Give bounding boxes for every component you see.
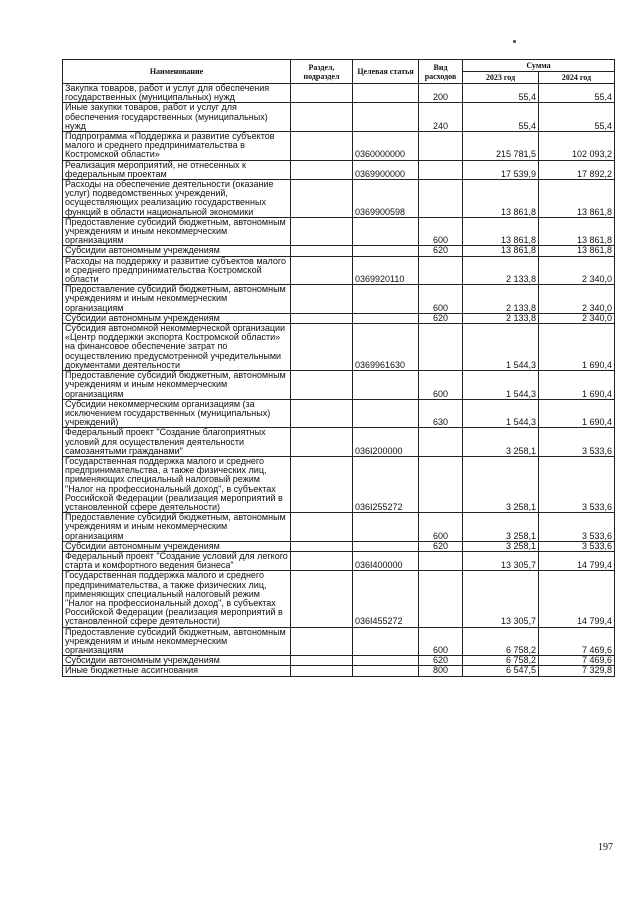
row-name: Предоставление субсидий бюджетным, автономным учреждениям и иным некоммерческим организациям [63,285,291,314]
row-expense-type [419,571,463,627]
row-sum-2023: 3 258,1 [463,428,539,457]
row-sum-2023: 2 133,8 [463,256,539,285]
row-target-code: 0369900000 [353,160,419,179]
row-section [291,656,353,666]
row-section [291,541,353,551]
row-sum-2023: 2 133,8 [463,285,539,314]
row-sum-2024: 7 329,8 [539,666,615,676]
row-expense-type: 600 [419,371,463,400]
row-sum-2024: 55,4 [539,84,615,103]
row-target-code [353,656,419,666]
row-section [291,313,353,323]
table-row [63,627,615,656]
row-name: Иные закупки товаров, работ и услуг для обеспечения государственных (муниципальных) нужд [63,103,291,132]
row-expense-type: 600 [419,627,463,656]
row-sum-2023: 2 133,8 [463,313,539,323]
row-section [291,324,353,371]
budget-table [62,59,615,677]
row-expense-type [419,256,463,285]
row-sum-2023: 1 544,3 [463,324,539,371]
row-sum-2023: 17 539,9 [463,160,539,179]
row-sum-2023: 55,4 [463,103,539,132]
row-target-code: 0369920110 [353,256,419,285]
row-name: Субсидии некоммерческим организациям (за исключением государственных (муниципальных) учреждений) [63,399,291,428]
row-name: Государственная поддержка малого и среднего предпринимательства, а также физических лиц, применяющих специальный налоговый режим "Налог на профессиональный доход", в субъектах Российской Федерации (реализация мероприятий в установленной сфере деятельности) [63,456,291,512]
row-sum-2024: 1 690,4 [539,371,615,400]
row-sum-2024: 102 093,2 [539,132,615,161]
row-section [291,513,353,542]
row-sum-2023: 6 758,2 [463,656,539,666]
row-target-code [353,246,419,256]
row-sum-2023: 13 861,8 [463,180,539,218]
row-name: Расходы на обеспечение деятельности (оказание услуг) подведомственных учреждений, осуществляющих реализацию государственных функций в области национальной экономики [63,180,291,218]
row-target-code [353,313,419,323]
table-header-row [63,60,615,72]
row-target-code [353,371,419,400]
table-row [63,324,615,371]
row-target-code [353,666,419,676]
page-number: 197 [598,842,613,853]
row-section [291,285,353,314]
row-sum-2023: 13 861,8 [463,246,539,256]
row-sum-2023: 1 544,3 [463,371,539,400]
table-row [63,132,615,161]
row-section [291,217,353,246]
table-row [63,256,615,285]
row-name: Реализация мероприятий, не отнесенных к федеральным проектам [63,160,291,179]
row-sum-2024: 14 799,4 [539,571,615,627]
row-sum-2024: 7 469,6 [539,656,615,666]
row-sum-2023: 3 258,1 [463,541,539,551]
table-row [63,399,615,428]
row-expense-type [419,160,463,179]
table-row [63,551,615,570]
row-expense-type: 600 [419,217,463,246]
header-sum: Сумма [463,60,615,72]
row-name: Субсидия автономной некоммерческой организации «Центр поддержки экспорта Костромской области» на финансовое обеспечение затрат по осуществлению предусмотренной учредительными документами деятельности [63,324,291,371]
row-section [291,160,353,179]
row-name: Расходы на поддержку и развитие субъектов малого и среднего предпринимательства Костромской области [63,256,291,285]
table-row [63,666,615,676]
row-sum-2024: 3 533,6 [539,541,615,551]
row-target-code [353,541,419,551]
table-row [63,456,615,512]
row-section [291,246,353,256]
row-target-code: 036I200000 [353,428,419,457]
row-section [291,103,353,132]
row-expense-type [419,324,463,371]
header-name: Наименование [63,60,291,84]
row-name: Предоставление субсидий бюджетным, автономным учреждениям и иным некоммерческим организациям [63,513,291,542]
row-sum-2023: 55,4 [463,84,539,103]
row-expense-type: 620 [419,313,463,323]
row-target-code: 036I255272 [353,456,419,512]
row-sum-2024: 2 340,0 [539,256,615,285]
table-row [63,84,615,103]
header-year-2023: 2023 год [463,72,539,84]
row-section [291,132,353,161]
table-row [63,656,615,666]
row-expense-type: 600 [419,285,463,314]
row-target-code [353,513,419,542]
row-sum-2023: 6 547,5 [463,666,539,676]
row-expense-type: 630 [419,399,463,428]
row-sum-2024: 3 533,6 [539,428,615,457]
row-sum-2024: 2 340,0 [539,313,615,323]
row-sum-2023: 3 258,1 [463,456,539,512]
table-row [63,103,615,132]
row-section [291,84,353,103]
row-expense-type: 620 [419,541,463,551]
row-sum-2023: 1 544,3 [463,399,539,428]
row-sum-2024: 13 861,8 [539,217,615,246]
row-sum-2023: 13 861,8 [463,217,539,246]
row-target-code: 0369900598 [353,180,419,218]
row-expense-type [419,132,463,161]
row-sum-2024: 3 533,6 [539,456,615,512]
header-target: Целевая статья [353,60,419,84]
row-sum-2024: 17 892,2 [539,160,615,179]
row-target-code: 036I400000 [353,551,419,570]
row-sum-2024: 1 690,4 [539,399,615,428]
row-section [291,371,353,400]
row-name: Субсидии автономным учреждениям [63,313,291,323]
table-row [63,180,615,218]
row-section [291,256,353,285]
row-expense-type: 620 [419,246,463,256]
row-sum-2024: 55,4 [539,103,615,132]
row-name: Федеральный проект "Создание условий для легкого старта и комфортного ведения бизнеса" [63,551,291,570]
row-target-code [353,285,419,314]
row-sum-2023: 6 758,2 [463,627,539,656]
scan-dot [513,40,516,43]
row-sum-2023: 13 305,7 [463,571,539,627]
row-name: Федеральный проект "Создание благоприятных условий для осуществления деятельности самозанятыми гражданами" [63,428,291,457]
table-row [63,541,615,551]
table-row [63,428,615,457]
row-target-code [353,217,419,246]
row-section [291,456,353,512]
row-section [291,627,353,656]
row-sum-2023: 3 258,1 [463,513,539,542]
row-sum-2024: 1 690,4 [539,324,615,371]
table-row [63,513,615,542]
row-name: Государственная поддержка малого и среднего предпринимательства, а также физических лиц, применяющих специальный налоговый режим "Налог на профессиональный доход", в субъектах Российской Федерации (реализация мероприятий в установленной сфере деятельности) [63,571,291,627]
table-row [63,313,615,323]
row-section [291,666,353,676]
row-expense-type: 200 [419,84,463,103]
table-row [63,285,615,314]
row-sum-2023: 13 305,7 [463,551,539,570]
row-section [291,571,353,627]
row-name: Иные бюджетные ассигнования [63,666,291,676]
row-target-code: 0369961630 [353,324,419,371]
header-section: Раздел, подраздел [291,60,353,84]
row-name: Субсидии автономным учреждениям [63,541,291,551]
row-expense-type: 240 [419,103,463,132]
row-section [291,399,353,428]
row-sum-2024: 14 799,4 [539,551,615,570]
row-section [291,428,353,457]
row-section [291,180,353,218]
row-sum-2024: 7 469,6 [539,627,615,656]
row-sum-2024: 2 340,0 [539,285,615,314]
row-target-code [353,627,419,656]
row-name: Подпрограмма «Поддержка и развитие субъектов малого и среднего предпринимательства в Костромской области» [63,132,291,161]
header-expense-type: Вид расходов [419,60,463,84]
header-year-2024: 2024 год [539,72,615,84]
row-target-code: 0360000000 [353,132,419,161]
row-name: Закупка товаров, работ и услуг для обеспечения государственных (муниципальных) нужд [63,84,291,103]
row-expense-type [419,551,463,570]
row-expense-type: 620 [419,656,463,666]
row-name: Субсидии автономным учреждениям [63,246,291,256]
row-name: Субсидии автономным учреждениям [63,656,291,666]
row-target-code: 036I455272 [353,571,419,627]
row-sum-2024: 13 861,8 [539,246,615,256]
table-row [63,217,615,246]
row-name: Предоставление субсидий бюджетным, автономным учреждениям и иным некоммерческим организациям [63,217,291,246]
row-target-code [353,399,419,428]
row-expense-type: 600 [419,513,463,542]
row-sum-2024: 13 861,8 [539,180,615,218]
row-expense-type [419,456,463,512]
table-row [63,571,615,627]
row-expense-type [419,428,463,457]
row-name: Предоставление субсидий бюджетным, автономным учреждениям и иным некоммерческим организациям [63,627,291,656]
row-name: Предоставление субсидий бюджетным, автономным учреждениям и иным некоммерческим организациям [63,371,291,400]
table-row [63,246,615,256]
row-target-code [353,103,419,132]
row-expense-type: 800 [419,666,463,676]
row-sum-2024: 3 533,6 [539,513,615,542]
table-row [63,371,615,400]
table-row [63,160,615,179]
row-expense-type [419,180,463,218]
row-target-code [353,84,419,103]
row-sum-2023: 215 781,5 [463,132,539,161]
row-section [291,551,353,570]
